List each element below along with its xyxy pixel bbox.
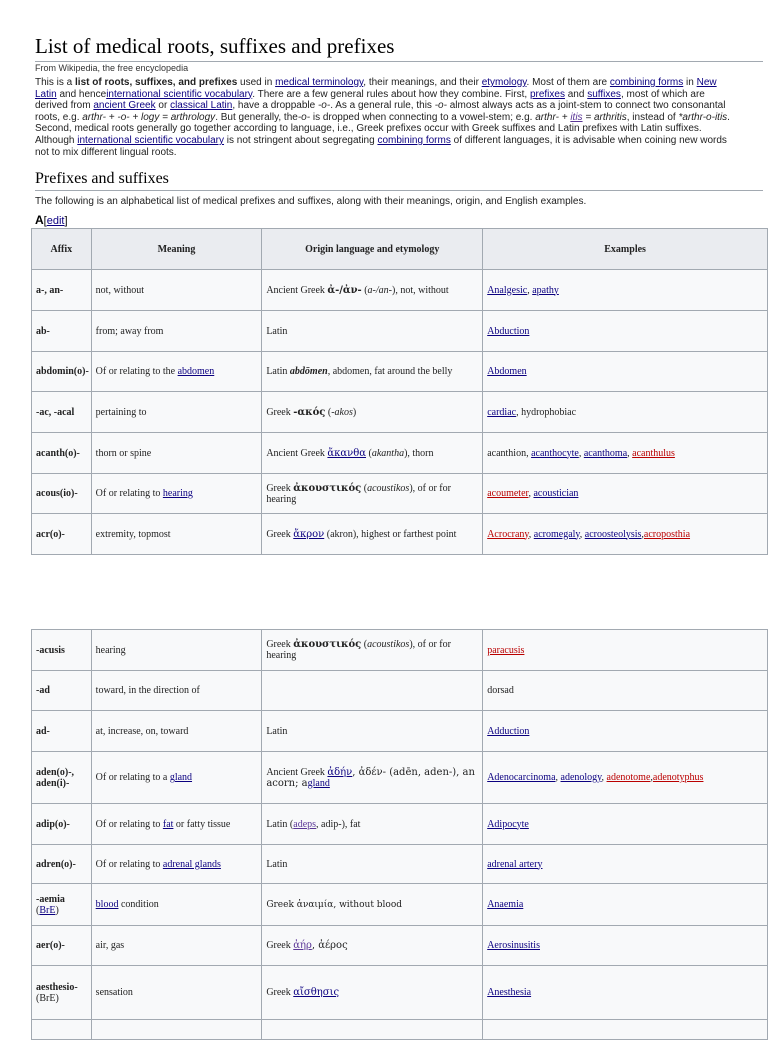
origin-cell: Latin — [262, 711, 483, 752]
table-row — [32, 884, 768, 926]
affix-cell: -ac, -acal — [32, 392, 92, 433]
meaning-cell: extremity, topmost — [91, 514, 262, 555]
affix-cell: -aemia (BrE) — [32, 884, 92, 926]
affix-cell: aer(o)- — [32, 926, 92, 966]
meaning-link[interactable]: adrenal glands — [162, 858, 221, 870]
origin-cell: Ancient Greek ἀδήν, ἀδέν- (adēn, aden-), an acorn; agland — [262, 752, 483, 804]
section-heading: Prefixes and suffixes — [35, 170, 763, 191]
header-affix[interactable]: Affix — [32, 229, 92, 270]
affix-link[interactable]: BrE — [39, 904, 56, 916]
link-medical-terminology[interactable]: medical terminology — [275, 77, 364, 88]
origin-cell: Latin — [262, 845, 483, 884]
origin-cell: Greek ἀκουστικός (acoustikos), of or for hearing — [262, 630, 483, 671]
header-origin[interactable]: Origin language and etymology — [262, 229, 483, 270]
example-link[interactable]: Adipocyte — [487, 818, 529, 830]
meaning-cell: Of or relating to fat or fatty tissue — [91, 804, 262, 845]
affix-cell: -acusis — [32, 630, 92, 671]
example-link-missing[interactable]: Acrocrany — [487, 528, 529, 540]
example-link-missing[interactable]: acanthulus — [632, 447, 675, 459]
examples-cell — [483, 311, 768, 352]
example-link[interactable]: Abduction — [487, 325, 530, 337]
examples-cell: Analgesic, apathy — [483, 270, 768, 311]
meaning-cell: toward, in the direction of — [91, 671, 262, 711]
table-row — [32, 311, 768, 352]
meaning-cell: Of or relating to hearing — [91, 474, 262, 514]
examples-cell — [483, 845, 768, 884]
meaning-link[interactable]: fat — [162, 818, 174, 830]
tagline: From Wikipedia, the free encyclopedia — [35, 63, 189, 73]
table-row — [32, 392, 768, 433]
examples-cell — [483, 966, 768, 1020]
table-row — [32, 752, 768, 804]
example-link[interactable]: acoustician — [533, 488, 579, 499]
origin-link[interactable]: ἀήρ — [293, 940, 312, 951]
link-isv-2[interactable]: international scientific vocabulary — [77, 134, 225, 146]
header-examples[interactable]: Examples — [483, 229, 768, 270]
section-lead: The following is an alphabetical list of medical prefixes and suffixes, along with their meanings, origin, and English examples. — [35, 196, 587, 207]
meaning-cell: pertaining to — [91, 392, 262, 433]
meaning-cell: Of or relating to a gland — [91, 752, 262, 804]
meaning-cell: not, without — [91, 270, 262, 311]
table-row — [32, 966, 768, 1020]
intro-paragraph: This is a list of roots, suffixes, and prefixes used in medical terminology, their meanings, and their etymology. Most of them are combining forms in New Latin and henceinternational scientific vocabulary. There are a few general rules about how they combine. First, prefixes and suffixes, most of which are derived from ancient Greek or classical Latin, have a droppable -o-. As a general rule, this -o- almost always acts as a joint-stem to connect two consonantal roots, e.g. arthr- + -o- + logy = arthrology. But generally, the-o- is dropped when connecting to a vowel-stem; e.g. arthr- + itis = arthritis, instead of *arthr-o-itis. Second, medical roots generally go together according to language, i.e., Greek prefixes occur with Greek suffixes and Latin prefixes with Latin suffixes. Although international scientific vocabulary is not stringent about segregating combining forms of different languages, it is advisable when coining new words not to mix different lingual roots. — [35, 77, 730, 158]
example-link[interactable]: Adduction — [487, 725, 530, 737]
table-row — [32, 926, 768, 966]
example-link[interactable]: cardiac — [487, 406, 517, 418]
affix-cell: ad- — [32, 711, 92, 752]
example-link[interactable]: Analgesic — [487, 284, 528, 296]
link-isv[interactable]: international scientific vocabulary — [106, 88, 253, 100]
link-suffixes[interactable]: suffixes — [587, 88, 621, 100]
examples-cell — [483, 352, 768, 392]
origin-cell: Greek ἄκρον (akron), highest or farthest point — [262, 514, 483, 555]
origin-cell: Ancient Greek ἄκανθα (akantha), thorn — [262, 433, 483, 474]
meaning-cell: at, increase, on, toward — [91, 711, 262, 752]
link-etymology[interactable]: etymology — [481, 77, 527, 88]
affix-table-part-2 — [31, 629, 768, 1040]
link-combining-forms-2[interactable]: combining forms — [377, 134, 451, 146]
meaning-cell: from; away from — [91, 311, 262, 352]
affix-cell: ab- — [32, 311, 92, 352]
link-prefixes[interactable]: prefixes — [529, 88, 565, 100]
examples-cell: cardiac, hydrophobiac — [483, 392, 768, 433]
example-link[interactable]: acanthocyte — [531, 447, 579, 459]
example-link-missing[interactable]: paracusis — [487, 644, 525, 656]
table-row — [32, 804, 768, 845]
example-link[interactable]: Adenocarcinoma — [487, 772, 556, 783]
table-row — [32, 845, 768, 884]
affix-cell: a-, an- — [32, 270, 92, 311]
link-combining-forms[interactable]: combining forms — [609, 77, 684, 88]
meaning-cell: sensation — [91, 966, 262, 1020]
example-link[interactable]: adrenal artery — [487, 858, 543, 870]
example-link[interactable]: Anesthesia — [487, 987, 532, 998]
origin-cell: Greek -ακός (-akos) — [262, 392, 483, 433]
meaning-cell: air, gas — [91, 926, 262, 966]
meaning-cell: hearing — [91, 630, 262, 671]
origin-link[interactable]: ἀδήν — [327, 766, 353, 778]
examples-cell — [483, 926, 768, 966]
meaning-link[interactable]: hearing — [162, 488, 193, 499]
table-row — [32, 1020, 768, 1040]
examples-cell — [483, 711, 768, 752]
affix-cell: aden(o)-, aden(i)- — [32, 752, 92, 804]
table-row — [32, 671, 768, 711]
meaning-link[interactable]: abdomen — [177, 366, 215, 377]
meaning-cell: Of or relating to the abdomen — [91, 352, 262, 392]
examples-cell: acoumeter, acoustician — [483, 474, 768, 514]
link-classical-latin[interactable]: classical Latin — [170, 100, 233, 112]
affix-cell: acous(io)- — [32, 474, 92, 514]
affix-cell: adip(o)- — [32, 804, 92, 845]
origin-cell: Latin abdōmen, abdomen, fat around the belly — [262, 352, 483, 392]
table-row — [32, 352, 768, 392]
origin-link[interactable]: gland — [307, 777, 330, 789]
table-row — [32, 630, 768, 671]
origin-cell: Latin — [262, 311, 483, 352]
example-link[interactable]: apathy — [532, 284, 559, 296]
edit-link[interactable]: edit — [46, 215, 65, 227]
origin-cell: Greek ἀκουστικός (acoustikos), of or for hearing — [262, 474, 483, 514]
meaning-cell: blood condition — [91, 884, 262, 926]
link-ancient-greek[interactable]: ancient Greek — [93, 100, 156, 112]
example-link-missing[interactable]: acoumeter — [487, 488, 529, 499]
examples-cell — [483, 630, 768, 671]
examples-cell — [483, 884, 768, 926]
examples-cell — [483, 804, 768, 845]
example-link[interactable]: Aerosinusitis — [487, 940, 540, 951]
origin-cell — [262, 671, 483, 711]
table-row — [32, 514, 768, 555]
examples-cell: Adenocarcinoma, adenology, adenotome,adenotyphus — [483, 752, 768, 804]
table-row — [32, 270, 768, 311]
origin-link[interactable]: ἄκρον — [293, 528, 325, 540]
meaning-link[interactable]: blood — [95, 899, 119, 910]
example-link[interactable]: acroosteolysis — [584, 528, 642, 540]
example-link[interactable]: Abdomen — [487, 366, 527, 377]
origin-link[interactable]: adeps — [293, 818, 317, 830]
table-row — [32, 474, 768, 514]
origin-cell: Latin (adeps, adip-), fat — [262, 804, 483, 845]
examples-cell: Acrocrany, acromegaly, acroosteolysis,acroposthia — [483, 514, 768, 555]
affix-cell: acanth(o)- — [32, 433, 92, 474]
header-meaning[interactable]: Meaning — [91, 229, 262, 270]
affix-cell: abdomin(o)- — [32, 352, 92, 392]
origin-link[interactable]: ἄκανθα — [327, 447, 367, 459]
origin-cell: Greek ἀναιμία, without blood — [262, 884, 483, 926]
affix-table-part-1 — [31, 228, 768, 555]
table-row — [32, 711, 768, 752]
link-new-latin[interactable]: New Latin — [35, 77, 717, 100]
example-link[interactable]: Anaemia — [487, 899, 524, 910]
example-link[interactable]: adenology — [560, 772, 602, 783]
affix-cell: -ad — [32, 671, 92, 711]
example-link-missing[interactable]: acroposthia — [643, 528, 691, 540]
example-link[interactable]: acanthoma — [583, 447, 628, 459]
origin-link[interactable]: αἴσθησις — [293, 987, 340, 998]
affix-cell: acr(o)- — [32, 514, 92, 555]
origin-cell: Greek ἀήρ, ἀέρος — [262, 926, 483, 966]
meaning-cell: thorn or spine — [91, 433, 262, 474]
meaning-link[interactable]: gland — [169, 772, 193, 783]
example-link-missing[interactable]: adenotome — [606, 772, 651, 783]
origin-cell: Greek αἴσθησις — [262, 966, 483, 1020]
example-link-missing[interactable]: adenotyphus — [652, 772, 704, 783]
examples-cell: acanthion, acanthocyte, acanthoma, acanthulus — [483, 433, 768, 474]
affix-cell: aesthesio- (BrE) — [32, 966, 92, 1020]
link-itis[interactable]: itis — [570, 111, 583, 123]
origin-cell: Ancient Greek ἀ-/ἀν- (a-/an-), not, without — [262, 270, 483, 311]
table-row — [32, 433, 768, 474]
affix-cell: adren(o)- — [32, 845, 92, 884]
table-header-row — [32, 229, 768, 270]
page-title: List of medical roots, suffixes and prefixes — [35, 34, 763, 62]
examples-cell: dorsad — [483, 671, 768, 711]
subsection-a-heading: A[edit] — [35, 213, 68, 227]
meaning-cell: Of or relating to adrenal glands — [91, 845, 262, 884]
example-link[interactable]: acromegaly — [533, 528, 580, 540]
